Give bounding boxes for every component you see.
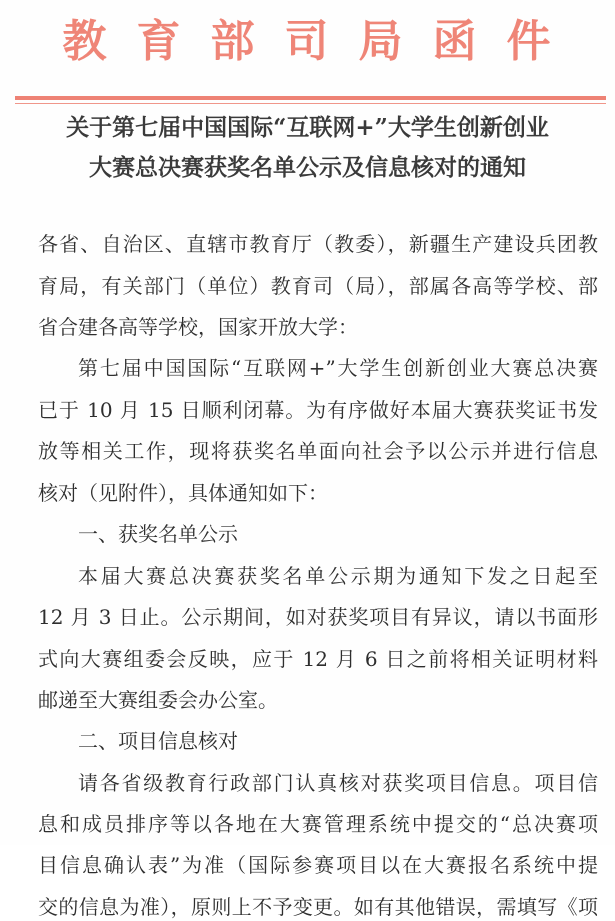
section-2-line: 交的信息为准），原则上不予变更。如有其他错误，需填写《项 <box>38 895 598 919</box>
section-2-line: 请各省级教育行政部门认真核对获奖项目信息。项目信 <box>78 771 598 795</box>
intro-line: 放等相关工作，现将获奖名单面向社会予以公示并进行信息 <box>38 439 598 463</box>
intro-line: 第七届中国国际“互联网+”大学生创新创业大赛总决赛 <box>78 356 598 380</box>
addressee-line: 省合建各高等学校，国家开放大学： <box>38 315 358 339</box>
letterhead-title: 教育部司局函件 <box>62 16 581 67</box>
intro-line: 已于 10 月 15 日顺利闭幕。为有序做好本届大赛获奖证书发 <box>38 398 598 422</box>
section-2-line: 目信息确认表”为准（国际参赛项目以在大赛报名系统中提 <box>38 853 598 877</box>
section-2-line: 息和成员排序等以各地在大赛管理系统中提交的“总决赛项 <box>38 812 598 836</box>
section-heading-1: 一、获奖名单公示 <box>78 522 238 546</box>
document-title-line-2: 大赛总决赛获奖名单公示及信息核对的通知 <box>89 154 526 181</box>
document-title-line-1: 关于第七届中国国际“互联网+”大学生创新创业 <box>66 114 549 141</box>
letterhead-rule-thick <box>15 96 606 100</box>
addressee-line: 各省、自治区、直辖市教育厅（教委），新疆生产建设兵团教 <box>38 232 598 256</box>
section-1-line: 本届大赛总决赛获奖名单公示期为通知下发之日起至 <box>78 564 598 588</box>
section-heading-2: 二、项目信息核对 <box>78 729 238 753</box>
addressee-line: 育局，有关部门（单位）教育司（局），部属各高等学校、部 <box>38 274 598 298</box>
section-1-line: 式向大赛组委会反映，应于 12 月 6 日之前将相关证明材料 <box>38 647 598 671</box>
section-1-line: 12 月 3 日止。公示期间，如对获奖项目有异议，请以书面形 <box>38 605 598 629</box>
letterhead-rule-thin <box>15 103 606 104</box>
intro-line: 核对（见附件），具体通知如下： <box>38 481 328 505</box>
section-1-line: 邮递至大赛组委会办公室。 <box>38 688 278 712</box>
